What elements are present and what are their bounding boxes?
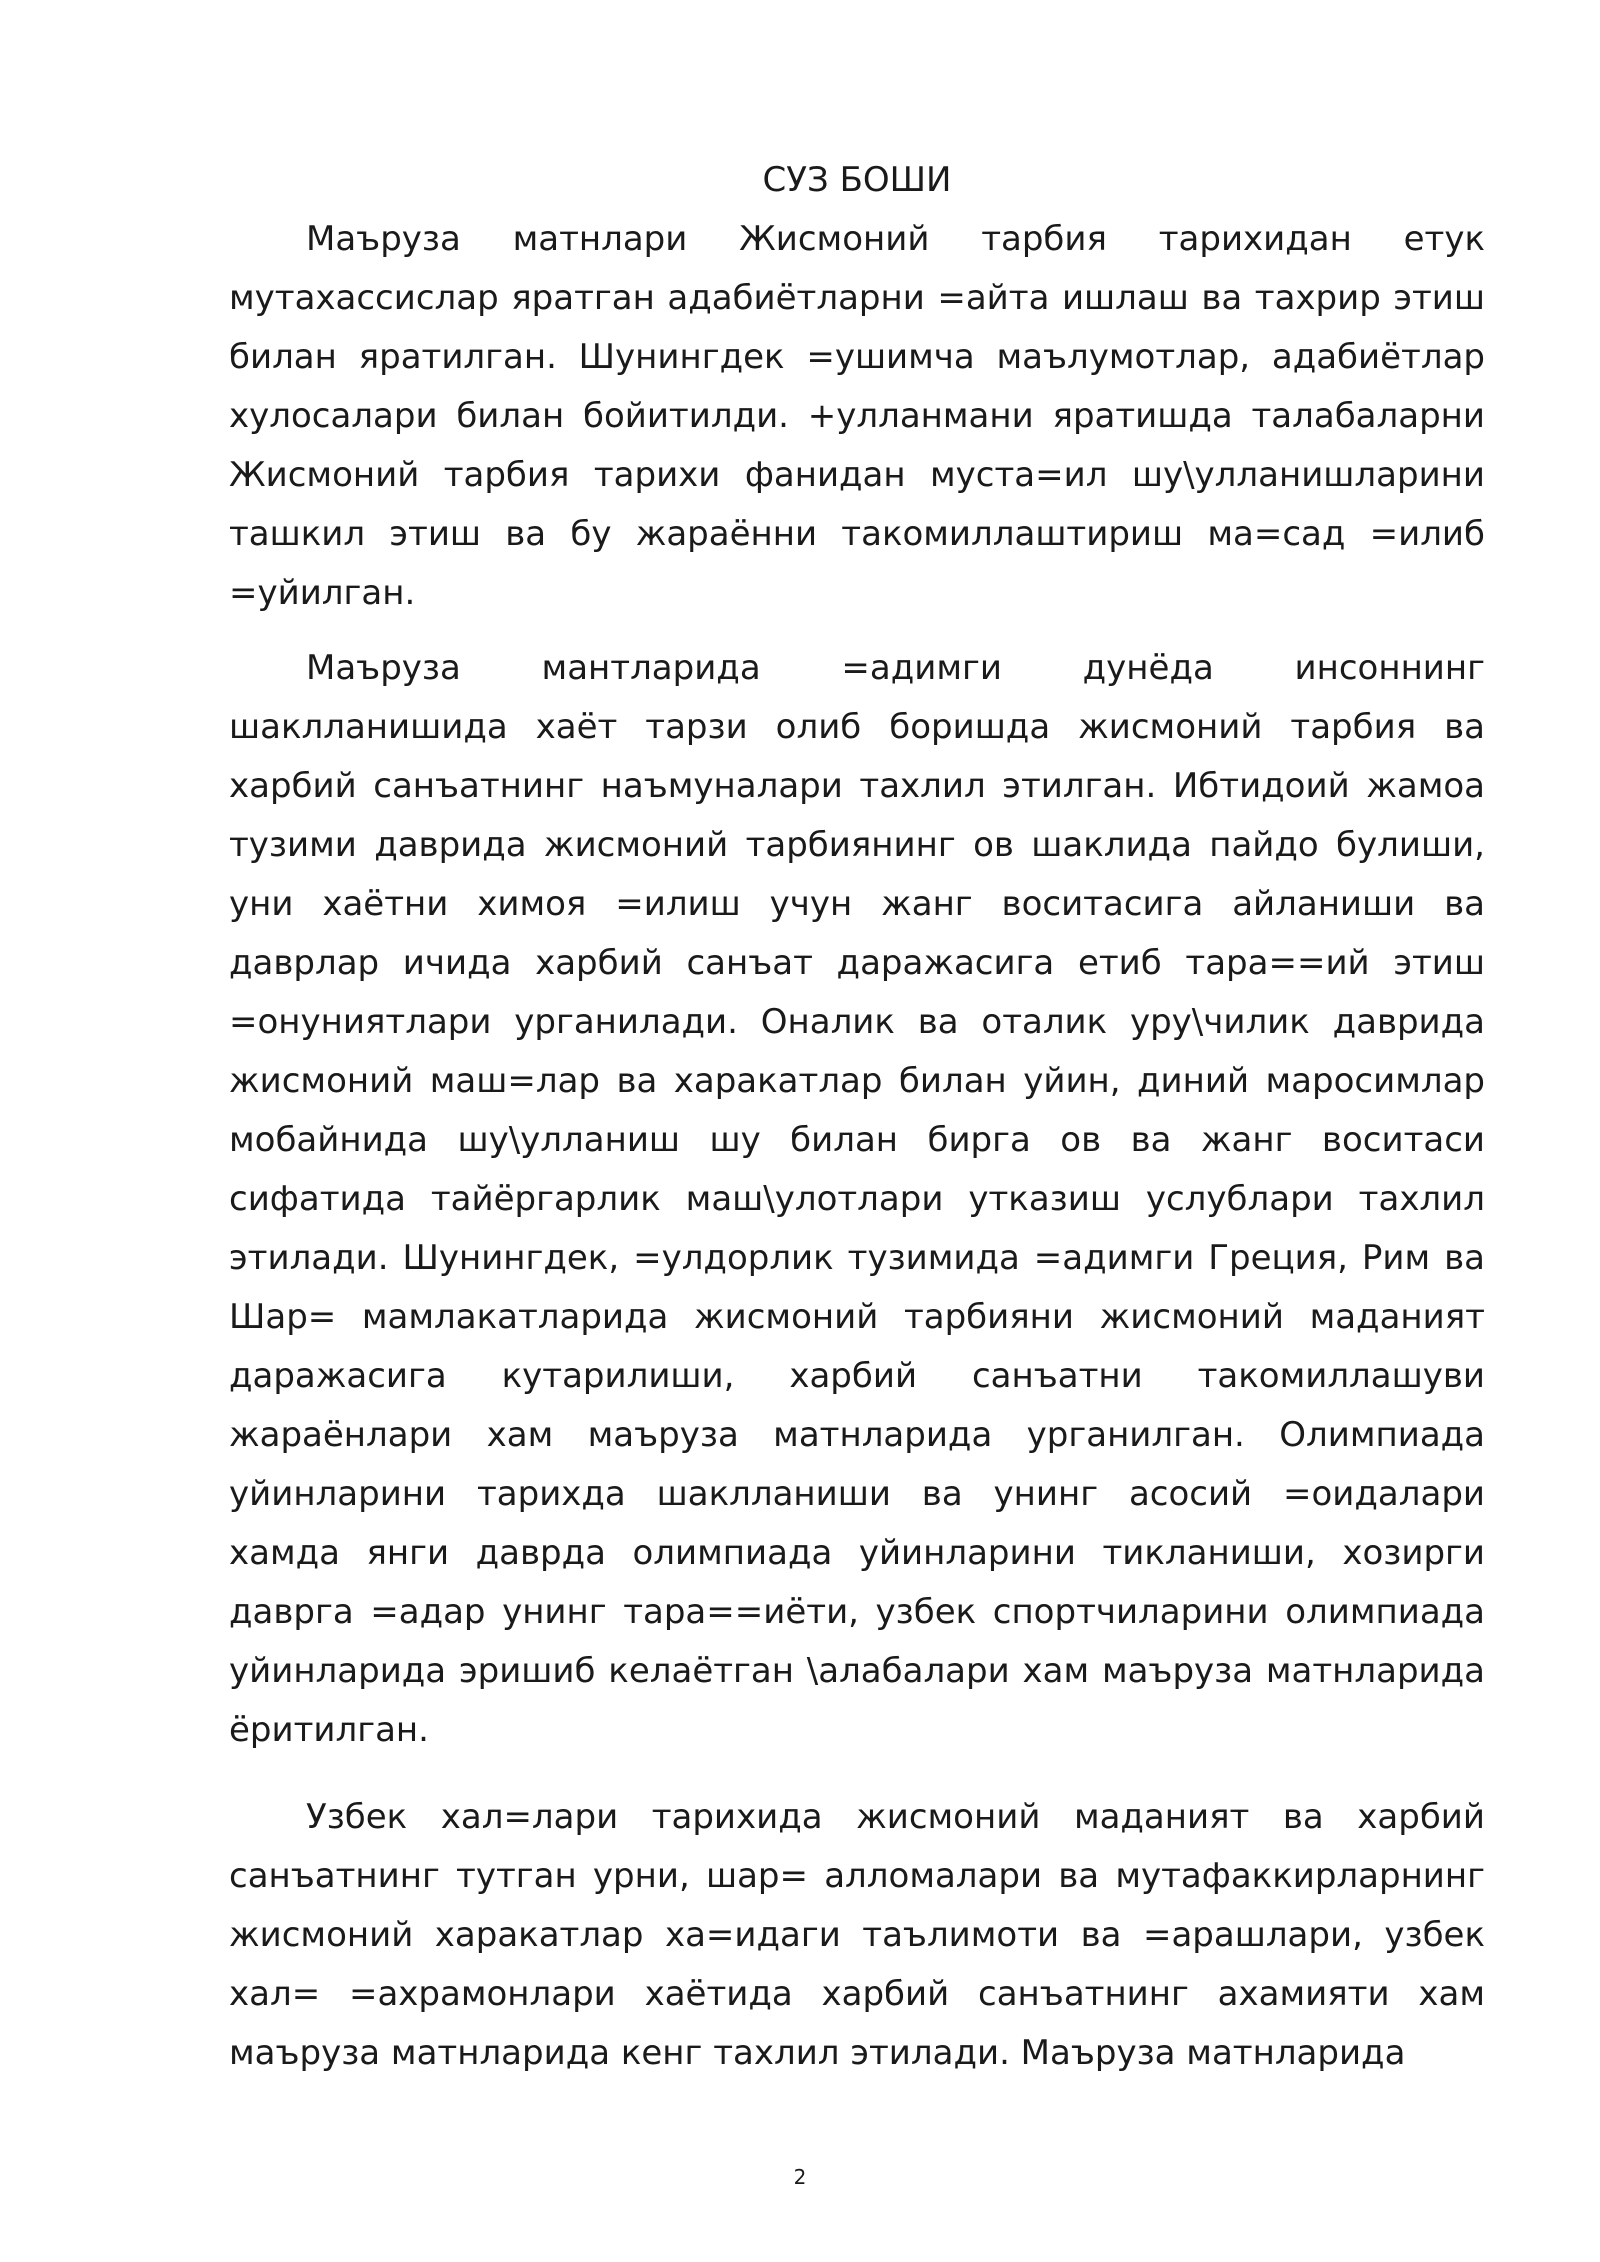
- page-number: 2: [793, 2165, 807, 2189]
- paragraph-1: Маъруза матнлари Жисмоний тарбия тарихидан етук мутахассислар яратган адабиётларни =айта ишлаш ва тахрир этиш билан яратилган. Шунингдек =ушимча маълумотлар, адабиётлар хулосалари билан бойитилди. +улланмани яратишда талабаларни Жисмоний тарбия тарихи фанидан муста=ил шу\улланишларини ташкил этиш ва бу жараённи такомиллаштириш ма=сад =илиб =уйилган.: [229, 219, 1485, 613]
- page-title: СУЗ БОШИ: [762, 160, 952, 200]
- page-body: [229, 150, 1485, 2083]
- paragraph-2: Маъруза мантларида =адимги дунёда инсоннинг шаклланишида хаёт тарзи олиб боришда жисмоний тарбия ва харбий санъатнинг наъмуналари тахлил этилган. Ибтидоий жамоа тузими даврида жисмоний тарбиянинг ов шаклида пайдо булиши, уни хаётни химоя =илиш учун жанг воситасига айланиши ва даврлар ичида харбий санъат даражасига етиб тара==ий этиш =онуниятлари урганилади. Оналик ва оталик уру\чилик даврида жисмоний маш=лар ва харакатлар билан уйин, диний маросимлар мобайнида шу\улланиш шу билан бирга ов ва жанг воситаси сифатида тайёргарлик маш\улотлари утказиш услублари тахлил этилади. Шунингдек, =улдорлик тузимида =адимги Греция, Рим ва Шар= мамлакатларида жисмоний тарбияни жисмоний маданият даражасига кутарилиши, харбий санъатни такомиллашуви жараёнлари хам маъруза матнларида урганилган. Олимпиада уйинларини тарихда шаклланиши ва унинг асосий =оидалари хамда янги даврда олимпиада уйинларини тикланиши, хозирги даврга =адар унинг тара==иёти, узбек спортчиларини олимпиада уйинларида эришиб келаётган \алабалари хам маъруза матнларида ёритилган.: [229, 648, 1485, 1750]
- paragraph-3: Узбек хал=лари тарихида жисмоний маданият ва харбий санъатнинг тутган урни, шар= алломалари ва мутафаккирларнинг жисмоний харакатлар ха=идаги таълимоти ва =арашлари, узбек хал= =ахрамонлари хаётида харбий санъатнинг ахамияти хам маъруза матнларида кенг тахлил этилади. Маъруза матнларида: [229, 1797, 1485, 2073]
